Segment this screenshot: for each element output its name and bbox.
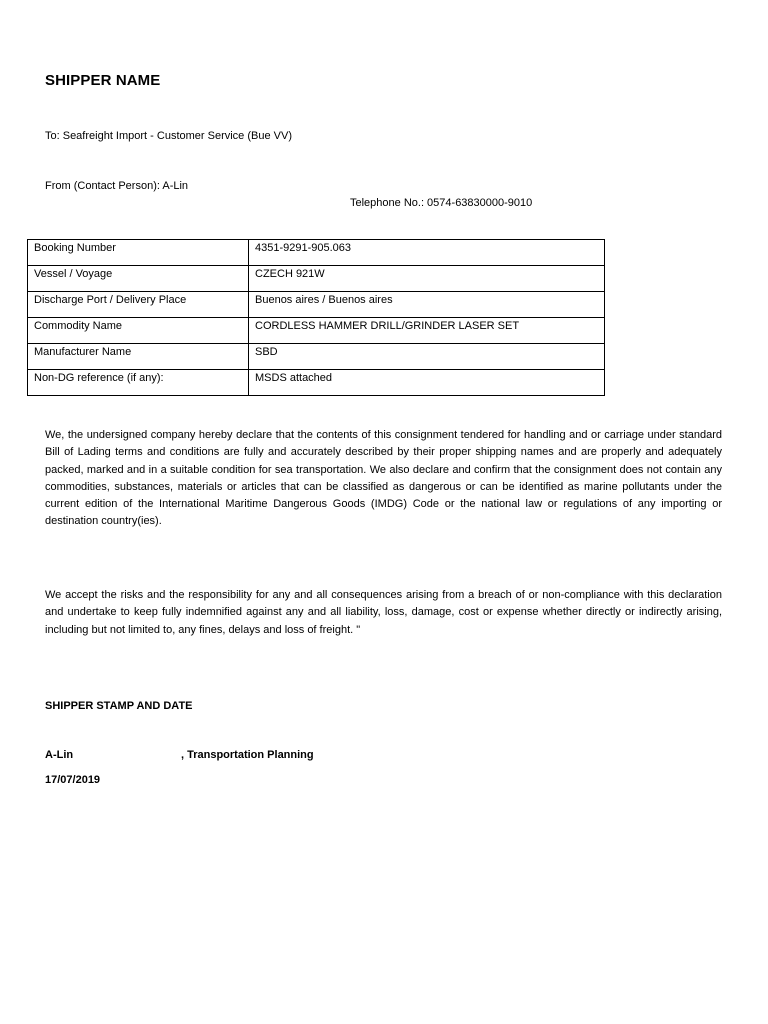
recipient-line: To: Seafreight Import - Customer Service (Bue VV) (45, 130, 292, 142)
signatory-title: , Transportation Planning (181, 749, 314, 761)
signatory-name: A-Lin (45, 749, 74, 761)
manufacturer-name-value: SBD (249, 344, 605, 370)
declaration-paragraph: We, the undersigned company hereby declare that the contents of this consignment tendered for handling and or carriage under standard Bill of Lading terms and conditions are fully and accurately described by their proper shipping names and are properly and adequately packed, marked and in a suitable condition for sea transportation. We also declare and confirm that the consignment does not contain any commodities, substances, materials or articles that can be classified as dangerous or can be identified as marine pollutants under the current edition of the International Maritime Dangerous Goods (IMDG) Code or the national law or regulations of any importing or destination country(ies). (45, 429, 722, 528)
page-title: SHIPPER NAME (45, 72, 161, 89)
table-row (28, 240, 605, 266)
contact-person-line: From (Contact Person): A-Lin (45, 180, 189, 192)
vessel-voyage-label: Vessel / Voyage (28, 266, 249, 292)
commodity-name-value: CORDLESS HAMMER DRILL/GRINDER LASER SET (249, 318, 605, 344)
booking-number-value: 4351-9291-905.063 (249, 240, 605, 266)
table-row (28, 370, 605, 396)
booking-number-label: Booking Number (28, 240, 249, 266)
stamp-date-label: SHIPPER STAMP AND DATE (45, 700, 193, 712)
non-dg-reference-label: Non-DG reference (if any): (28, 370, 249, 396)
discharge-port-label: Discharge Port / Delivery Place (28, 292, 249, 318)
table-row (28, 344, 605, 370)
manufacturer-name-label: Manufacturer Name (28, 344, 249, 370)
non-dg-reference-value: MSDS attached (249, 370, 605, 396)
table-row (28, 292, 605, 318)
signature-date: 17/07/2019 (45, 774, 101, 786)
shipment-details-table (27, 239, 605, 396)
discharge-port-value: Buenos aires / Buenos aires (249, 292, 605, 318)
commodity-name-label: Commodity Name (28, 318, 249, 344)
responsibility-paragraph: We accept the risks and the responsibility for any and all consequences arising from a breach of or non-compliance with this declaration and undertake to keep fully indemnified against any and all liability, loss, damage, cost or expense whether directly or indirectly arising, including but not limited to, any fines, delays and loss of freight. " (45, 589, 722, 636)
table-row (28, 318, 605, 344)
telephone-line: Telephone No.: 0574-63830000-9010 (350, 197, 533, 209)
vessel-voyage-value: CZECH 921W (249, 266, 605, 292)
table-row (28, 266, 605, 292)
